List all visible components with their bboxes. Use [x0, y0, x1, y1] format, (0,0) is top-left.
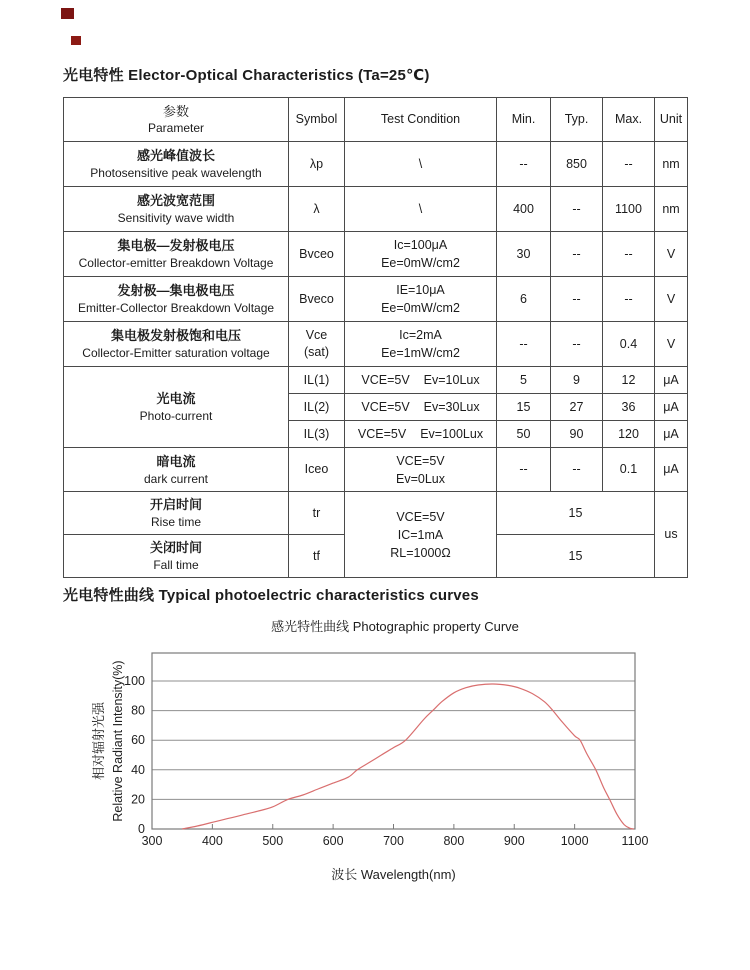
symbol-cell: λ — [289, 187, 345, 232]
condition-cell: \ — [345, 187, 497, 232]
unit-cell: μA — [655, 421, 688, 448]
typ-cell: 27 — [551, 394, 603, 421]
min-cell: 30 — [497, 232, 551, 277]
param-cell: 发射极—集电极电压 Emitter-Collector Breakdown Voltage — [64, 277, 289, 322]
typ-cell: -- — [551, 322, 603, 367]
y-axis-label-en: Relative Radiant Intensity(%) — [111, 660, 125, 822]
symbol-cell: Iceo — [289, 448, 345, 492]
fall-time-value-cell: 15 — [497, 535, 655, 578]
row-vce-sat — [64, 322, 688, 367]
x-tick-label-800: 800 — [443, 834, 465, 848]
row-rise-time — [64, 492, 688, 535]
typ-cell: -- — [551, 187, 603, 232]
typ-cell: -- — [551, 232, 603, 277]
condition-cell: IE=10μA Ee=0mW/cm2 — [345, 277, 497, 322]
x-tick-label-1000: 1000 — [560, 834, 589, 848]
condition-cell: \ — [345, 142, 497, 187]
condition-cell: Ic=100μA Ee=0mW/cm2 — [345, 232, 497, 277]
row-wave-width — [64, 187, 688, 232]
x-tick-label-600: 600 — [322, 834, 344, 848]
symbol-cell: Bveco — [289, 277, 345, 322]
row-peak-wavelength — [64, 142, 688, 187]
max-cell: -- — [603, 232, 655, 277]
header-typ: Typ. — [551, 98, 603, 142]
header-parameter-en: Parameter — [147, 120, 205, 135]
min-cell: 15 — [497, 394, 551, 421]
unit-cell: V — [655, 277, 688, 322]
y-axis-label-zh: 相对辐射光强 — [91, 701, 106, 781]
electro-optical-table — [63, 97, 688, 578]
param-cell-photo-current: 光电流 Photo-current — [64, 367, 289, 448]
min-cell: 50 — [497, 421, 551, 448]
decor-mark-2 — [71, 36, 81, 45]
max-cell: 36 — [603, 394, 655, 421]
condition-cell: VCE=5V Ev=10Lux — [345, 367, 497, 394]
min-cell: 6 — [497, 277, 551, 322]
header-test-condition: Test Condition — [345, 98, 497, 142]
condition-cell: VCE=5V Ev=0Lux — [345, 448, 497, 492]
typ-cell: 90 — [551, 421, 603, 448]
typ-cell: 850 — [551, 142, 603, 187]
symbol-cell: Vce (sat) — [289, 322, 345, 367]
unit-cell: μA — [655, 394, 688, 421]
response-curve — [182, 684, 634, 829]
x-axis-label: 波长 Wavelength(nm) — [331, 867, 456, 882]
section-title-curves: 光电特性曲线 Typical photoelectric characteristics curves — [63, 587, 479, 604]
symbol-cell: IL(1) — [289, 367, 345, 394]
x-tick-label-300: 300 — [141, 834, 163, 848]
min-cell: -- — [497, 448, 551, 492]
row-dark-current — [64, 448, 688, 492]
table-header-row — [64, 98, 688, 142]
min-cell: -- — [497, 322, 551, 367]
symbol-cell: λp — [289, 142, 345, 187]
unit-cell-switching: us — [655, 492, 688, 578]
symbol-cell: IL(3) — [289, 421, 345, 448]
unit-cell: μA — [655, 367, 688, 394]
y-tick-label-60: 60 — [131, 733, 145, 748]
header-parameter-zh: 参数 — [162, 103, 189, 119]
section-title-electro-optical: 光电特性 Elector-Optical Characteristics (Ta=25℃) — [63, 67, 430, 84]
header-unit: Unit — [655, 98, 688, 142]
row-bveco — [64, 277, 688, 322]
typ-cell: -- — [551, 448, 603, 492]
typ-cell: 9 — [551, 367, 603, 394]
condition-cell-switching: VCE=5V IC=1mA RL=1000Ω — [345, 492, 497, 578]
x-tick-label-500: 500 — [262, 834, 284, 848]
max-cell: 1100 — [603, 187, 655, 232]
param-cell: 感光波宽范围 Sensitivity wave width — [64, 187, 289, 232]
unit-cell: nm — [655, 187, 688, 232]
y-tick-label-80: 80 — [131, 703, 145, 718]
param-cell: 开启时间 Rise time — [64, 492, 289, 535]
x-tick-label-700: 700 — [383, 834, 404, 848]
param-cell: 集电极—发射极电压 Collector-emitter Breakdown Voltage — [64, 232, 289, 277]
y-tick-label-100: 100 — [124, 674, 145, 688]
chart-plot-box — [152, 653, 635, 829]
unit-cell: nm — [655, 142, 688, 187]
y-tick-label-40: 40 — [131, 762, 145, 777]
condition-cell: Ic=2mA Ee=1mW/cm2 — [345, 322, 497, 367]
param-cell: 集电极发射极饱和电压 Collector-Emitter saturation voltage — [64, 322, 289, 367]
header-symbol: Symbol — [289, 98, 345, 142]
condition-cell: VCE=5V Ev=30Lux — [345, 394, 497, 421]
x-tick-label-1100: 1100 — [621, 834, 649, 848]
max-cell: 120 — [603, 421, 655, 448]
decor-mark-1 — [61, 8, 74, 19]
symbol-cell: tf — [289, 535, 345, 578]
symbol-cell: IL(2) — [289, 394, 345, 421]
min-cell: 400 — [497, 187, 551, 232]
max-cell: 0.1 — [603, 448, 655, 492]
max-cell: 0.4 — [603, 322, 655, 367]
min-cell: 5 — [497, 367, 551, 394]
photoelectric-curve-chart — [85, 646, 705, 894]
param-cell: 暗电流 dark current — [64, 448, 289, 492]
min-cell: -- — [497, 142, 551, 187]
unit-cell: V — [655, 322, 688, 367]
header-parameter — [64, 98, 289, 142]
unit-cell: μA — [655, 448, 688, 492]
max-cell: -- — [603, 142, 655, 187]
rise-time-value-cell: 15 — [497, 492, 655, 535]
typ-cell: -- — [551, 277, 603, 322]
row-photo-current-1 — [64, 367, 688, 394]
condition-cell: VCE=5V Ev=100Lux — [345, 421, 497, 448]
param-cell: 感光峰值波长 Photosensitive peak wavelength — [64, 142, 289, 187]
header-min: Min. — [497, 98, 551, 142]
symbol-cell: Bvceo — [289, 232, 345, 277]
y-tick-label-20: 20 — [131, 792, 145, 807]
symbol-cell: tr — [289, 492, 345, 535]
max-cell: 12 — [603, 367, 655, 394]
unit-cell: V — [655, 232, 688, 277]
y-tick-label-0: 0 — [138, 822, 145, 836]
param-cell: 关闭时间 Fall time — [64, 535, 289, 578]
chart-title: 感光特性曲线 Photographic property Curve — [271, 619, 519, 634]
max-cell: -- — [603, 277, 655, 322]
row-bvceo — [64, 232, 688, 277]
x-tick-label-400: 400 — [201, 834, 223, 848]
header-max: Max. — [603, 98, 655, 142]
x-tick-label-900: 900 — [503, 834, 525, 848]
